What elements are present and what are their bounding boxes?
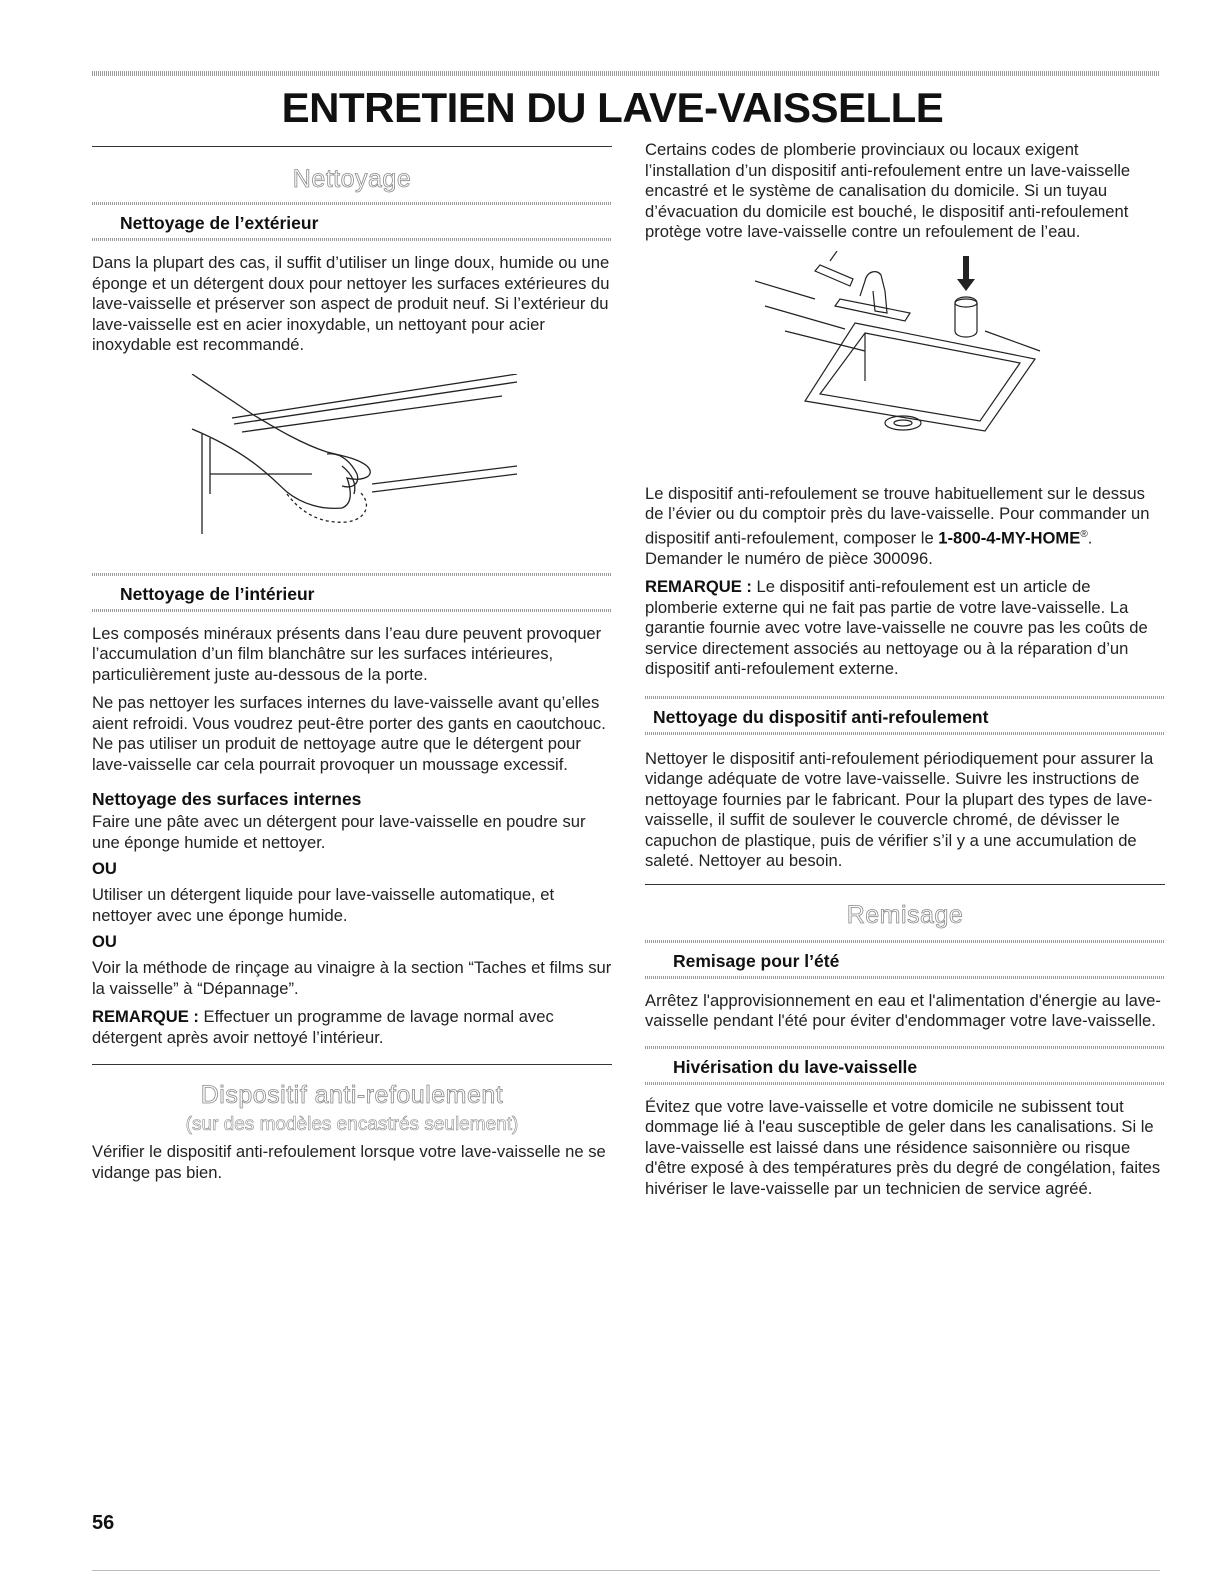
- air-gap-sink-illustration: [755, 251, 1055, 451]
- location-text: Le dispositif anti-refoulement se trouve habituellement sur le dessus de l’évier ou du comptoir près du lave-vaisselle. Pour commander un dispositif anti-refoulement, composer le 1-800-4-MY-HOME®. Demander le numéro de pièce 300096.: [645, 483, 1150, 568]
- dotted-rule: [645, 1046, 1165, 1049]
- remarque-label: REMARQUE :: [645, 577, 752, 597]
- dotted-rule: [92, 573, 612, 576]
- dotted-rule: [645, 940, 1165, 943]
- dotted-rule: [645, 696, 1165, 699]
- or-label: OU: [92, 859, 117, 878]
- page-number: 56: [92, 1512, 115, 1534]
- section-title-remisage: Remisage: [846, 900, 964, 929]
- exterieur-text: Dans la plupart des cas, il suffit d’utiliser un linge doux, humide ou une éponge et un détergent doux pour nettoyer les surfaces extérieures du lave-vaisselle et préserver son aspect de produit neuf. Si l’extérieur du lave-vaisselle est en acier inoxydable, un nettoyant pour acier inoxydable est recommandé.: [92, 253, 610, 354]
- dotted-rule: [645, 732, 1165, 735]
- or-label: OU: [92, 932, 117, 951]
- section-subtitle-dispositif: (sur des modèles encastrés seulement): [185, 1114, 519, 1135]
- heading-remisage-ete: Remisage pour l’été: [673, 950, 840, 971]
- heading-nettoyage-interieur: Nettoyage de l’intérieur: [120, 583, 315, 604]
- section-title-nettoyage: Nettoyage: [292, 165, 412, 193]
- page-title: ENTRETIEN DU LAVE-VAISSELLE: [281, 84, 944, 131]
- heading-nettoyage-dispositif: Nettoyage du dispositif anti-refoulement: [653, 706, 989, 727]
- section-rule: [92, 146, 612, 147]
- interieur-text-1: Les composés minéraux présents dans l’eau dure peuvent provoquer l’accumulation d’un film blanchâtre sur les surfaces intérieures, particulièrement juste au-dessous de la porte.: [92, 623, 602, 684]
- section-title-dispositif: Dispositif anti-refoulement: [200, 1081, 504, 1109]
- surfaces-text-2: Utiliser un détergent liquide pour lave-vaisselle automatique, et nettoyer avec une éponge humide.: [92, 885, 555, 925]
- section-rule: [645, 884, 1165, 885]
- bottom-divider: [92, 1570, 1160, 1571]
- dotted-rule: [92, 609, 612, 612]
- remarque-text: Le dispositif anti-refoulement est un article de plomberie externe qui ne fait pas partie de votre lave-vaisselle. La garantie fournie avec votre lave-vaisselle ne couvre pas les coûts de service directement associés au nettoyage ou à la réparation d’un dispositif anti-refoulement externe.: [645, 577, 1148, 679]
- dispositif-intro: Certains codes de plomberie provinciaux ou locaux exigent l’installation d’un dispositif anti-refoulement entre un lave-vaisselle encastré et le système de canalisation du domicile. Si un tuyau d’évacuation du domicile est bouché, le dispositif anti-refoulement protège votre lave-vaisselle contre un refoulement de l’eau.: [645, 140, 1131, 241]
- remarque-interieur: [92, 1007, 612, 1048]
- hiverisation-text: Évitez que votre lave-vaisselle et votre domicile ne subissent tout dommage lié à l'eau susceptible de geler dans les canalisations. Si le lave-vaisselle est laissé dans une résidence saisonnière ou risque d'être exposé à des températures près du degré de congélation, faites hivériser le lave-vaisselle par un technicien de service agréé.: [645, 1096, 1161, 1198]
- dotted-rule: [645, 1082, 1165, 1085]
- remarque-text: Effectuer un programme de lavage normal avec détergent après avoir nettoyé l’intérieur.: [92, 1007, 554, 1047]
- phone-number: 1-800-4-MY-HOME: [938, 528, 1081, 548]
- heading-surfaces-internes: Nettoyage des surfaces internes: [92, 789, 362, 809]
- remarque-dispositif: [645, 577, 1165, 680]
- heading-hiverisation: Hivérisation du lave-vaisselle: [673, 1056, 918, 1077]
- right-column: [645, 140, 1165, 1199]
- dotted-rule: [92, 202, 612, 205]
- nettoyage-dispositif-text: Nettoyer le dispositif anti-refoulement périodiquement pour assurer la vidange adéquate de votre lave-vaisselle. Suivre les instructions de nettoyage fournies par le fabricant. Pour la plupart des types de lave-vaisselle, il suffit de soulever le couvercle chromé, de dévisser le capuchon de plastique, puis de vérifier s’il y a une accumulation de saleté. Nettoyer au besoin.: [645, 748, 1154, 871]
- dispositif-text: Vérifier le dispositif anti-refoulement lorsque votre lave-vaisselle ne se vidange pas bien.: [92, 1142, 606, 1182]
- interieur-text-2: Ne pas nettoyer les surfaces internes du lave-vaisselle avant qu’elles aient refroidi. Vous voudrez peut-être porter des gants en caoutchouc. Ne pas utiliser un produit de nettoyage autre que le détergent pour lave-vaisselle car cela pourrait provoquer un moussage excessif.: [92, 693, 606, 774]
- remisage-ete-text: Arrêtez l'approvisionnement en eau et l'alimentation d'énergie au lave-vaisselle pendant l'été pour éviter d'endommager votre lave-vaisselle.: [645, 990, 1161, 1031]
- heading-nettoyage-exterieur: Nettoyage de l’extérieur: [120, 213, 319, 233]
- top-divider: [92, 71, 1160, 76]
- remarque-label: REMARQUE :: [92, 1007, 199, 1026]
- wiping-hand-illustration: [182, 374, 522, 554]
- dotted-rule: [645, 976, 1165, 979]
- surfaces-text-1: Faire une pâte avec un détergent pour lave-vaisselle en poudre sur une éponge humide et nettoyer.: [92, 812, 586, 852]
- section-rule: [92, 1064, 612, 1065]
- dotted-rule: [92, 238, 612, 241]
- left-column: [92, 140, 612, 1183]
- down-arrow-icon: [957, 256, 975, 291]
- surfaces-text-3: Voir la méthode de rinçage au vinaigre à la section “Taches et films sur la vaisselle” à “Dépannage”.: [92, 958, 612, 998]
